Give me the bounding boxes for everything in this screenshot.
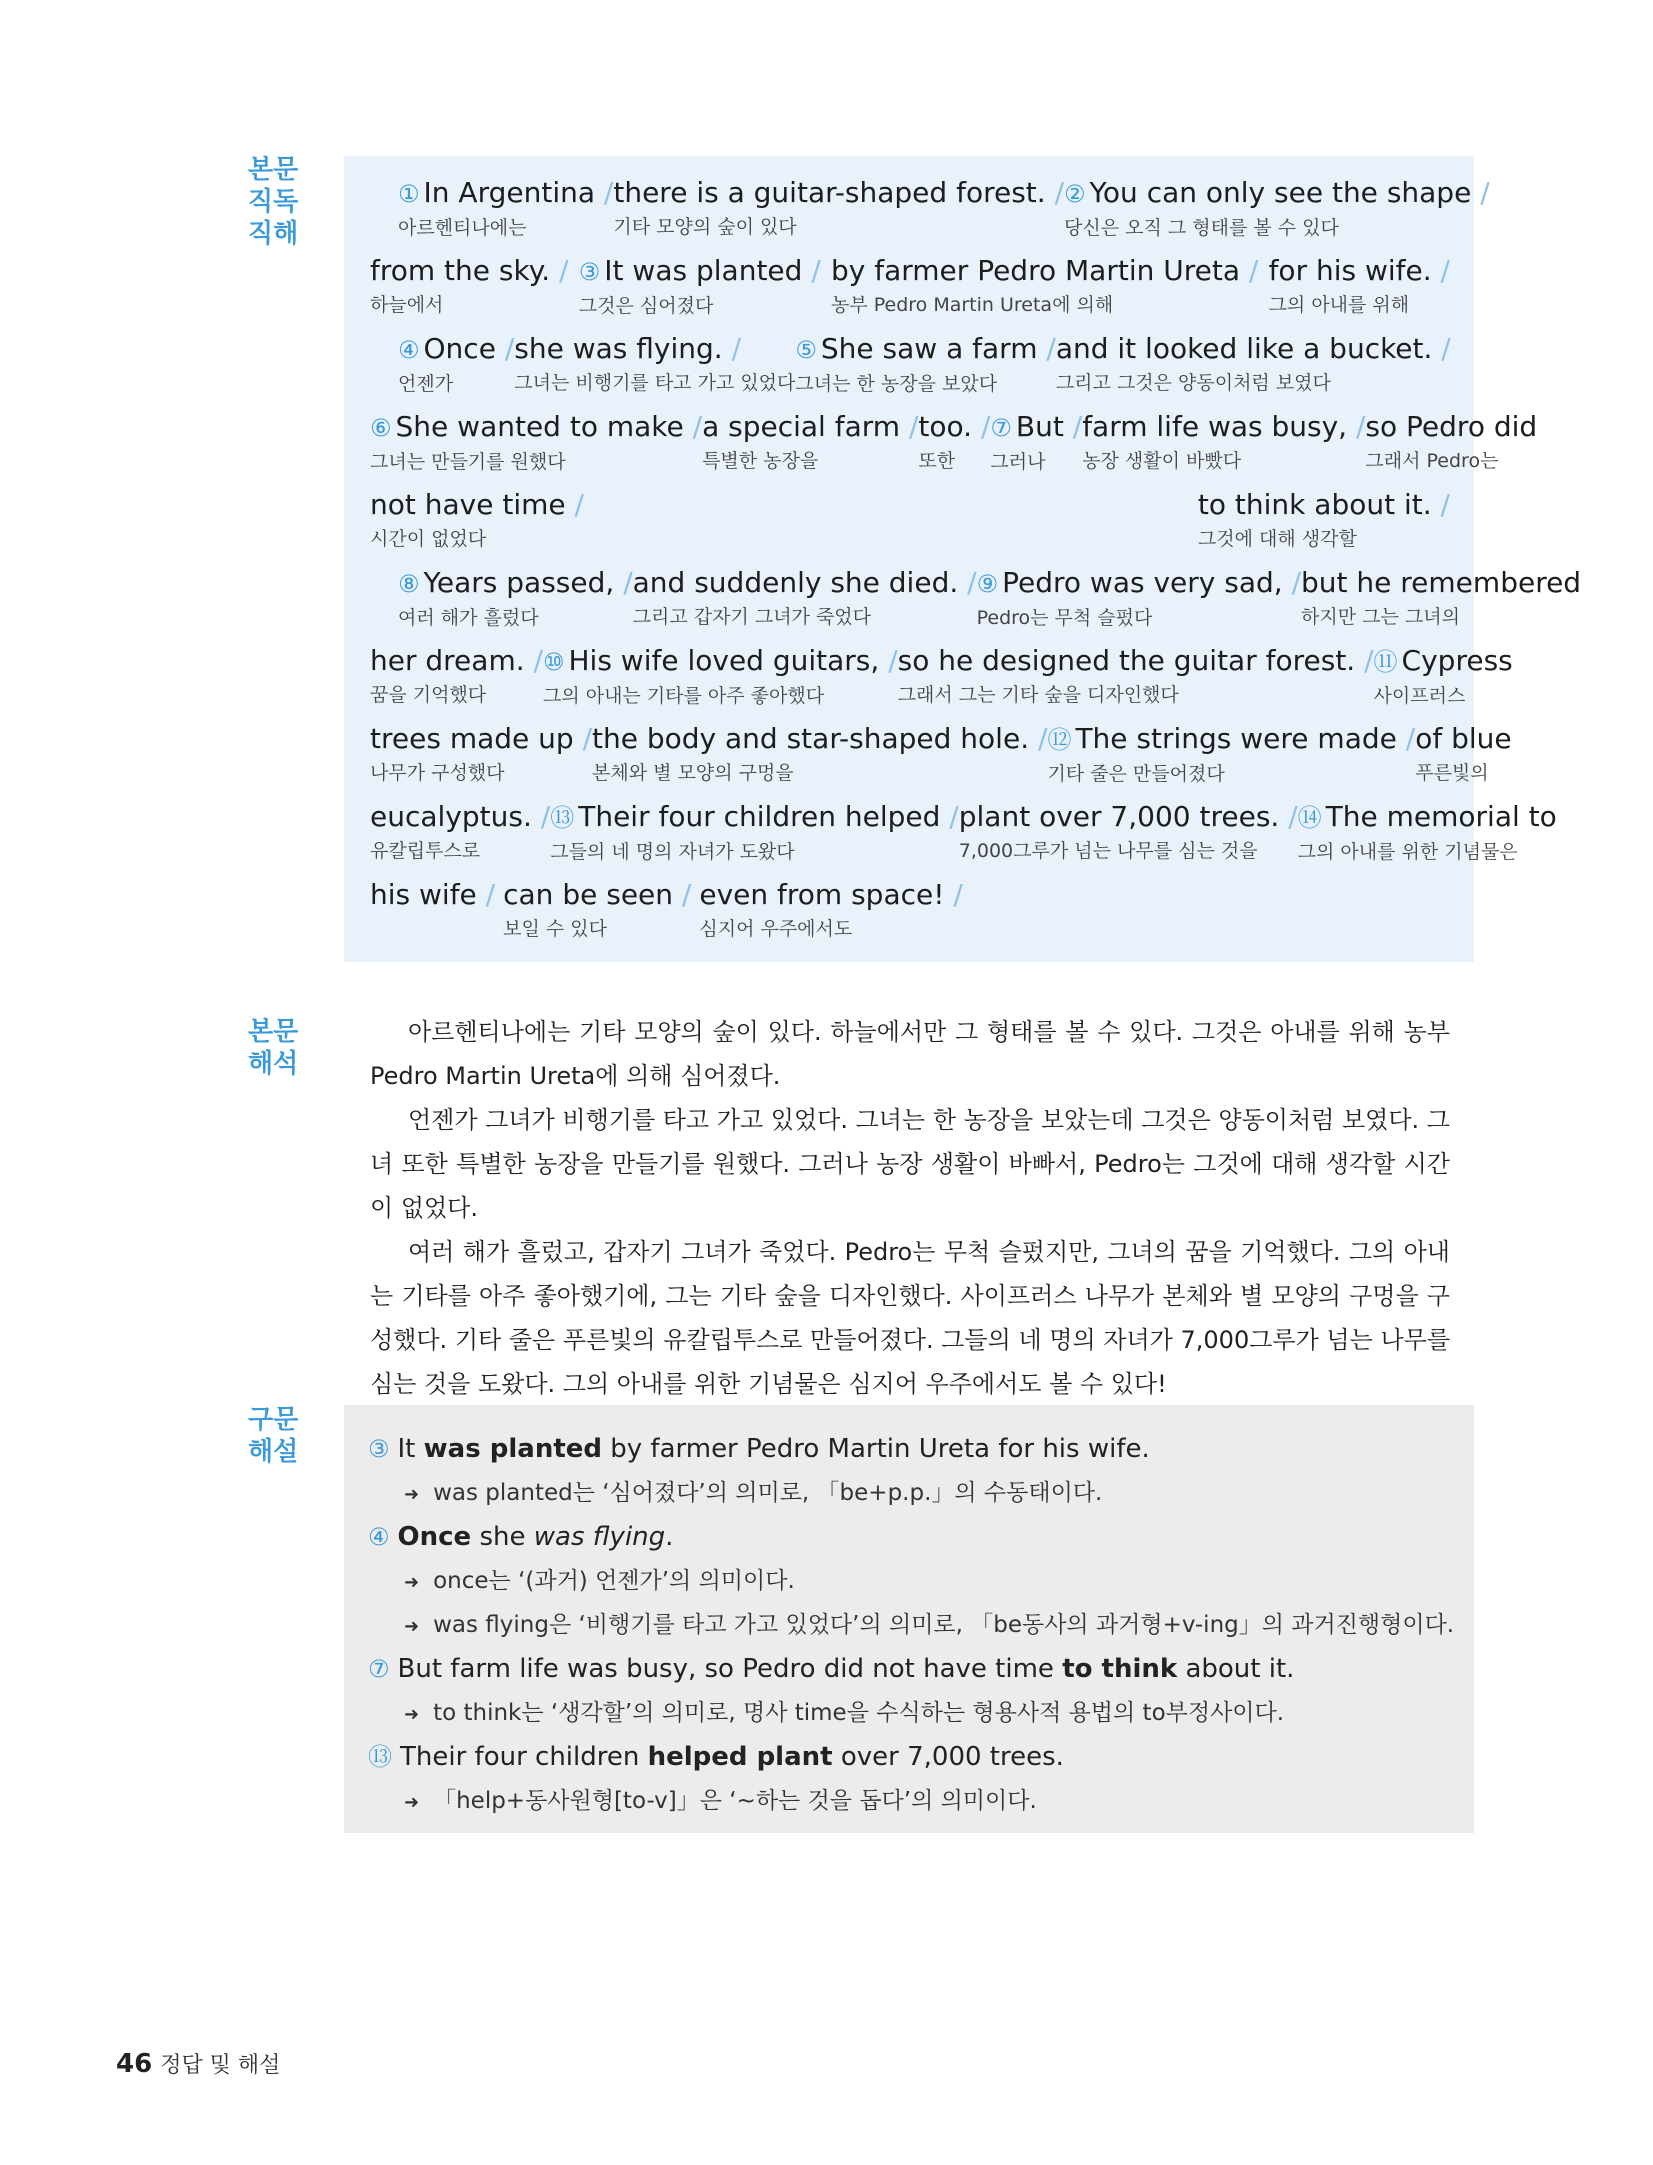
grammar-text: to think [1062,1654,1178,1684]
chunk-divider: / [495,332,515,365]
phrase-english [370,410,702,445]
phrase-chunk [543,644,898,709]
chunk-divider: / [565,488,584,521]
sentence-number: ⑧ [398,570,420,598]
label-reading [248,154,308,250]
phrase-chunk [1064,176,1490,241]
phrase-text: by farmer Pedro Martin Ureta [831,254,1240,287]
translation-paragraph: 언젠가 그녀가 비행기를 타고 가고 있었다. 그녀는 한 농장을 보았는데 그것은 양동이처럼 보였다. 그녀 또한 특별한 농장을 만들기를 원했다. 그러나 농장 생활이 바빠서, Pedro는 그것에 대해 생각할 시간이 없었다. [370,1106,1450,1222]
phrase-chunk [795,332,1055,397]
phrase-english [579,254,821,289]
phrase-chunk [990,410,1082,475]
chunk-divider: / [550,254,569,287]
phrase-english [398,332,514,367]
phrase-chunk [702,410,918,475]
grammar-text: helped plant [647,1742,833,1772]
phrase-chunk [977,566,1301,631]
reading-line [370,254,1450,319]
grammar-text: about it. [1177,1654,1295,1684]
phrase-text: Once [423,332,496,365]
phrase-text: Years passed, [423,566,615,599]
page-footer [116,2048,280,2079]
phrase-korean: 기타 모양의 숲이 있다 [613,216,797,238]
phrase-english [370,254,569,288]
chunk-divider: / [524,644,543,677]
phrase-english [370,488,584,522]
phrase-korean: 하늘에서 [370,294,444,316]
sentence-number: ⑬ [550,804,575,832]
phrase-text: can be seen [503,878,674,911]
phrase-text: so Pedro did [1365,410,1538,443]
phrase-text: too. [918,410,973,443]
phrase-korean: 본체와 별 모양의 구멍을 [592,762,794,784]
phrase-text: a special farm [702,410,901,443]
chunk-divider: / [573,722,593,755]
phrase-text: The strings were made [1075,722,1397,755]
phrase-text: not have time [370,488,566,521]
phrase-text: It was planted [604,254,803,287]
reading-line [370,722,1512,787]
sentence-number: ⑭ [1297,804,1322,832]
sentence-number: ⑤ [795,336,817,364]
phrase-text: the body and star-shaped hole. [592,722,1030,755]
phrase-korean: 꿈을 기억했다 [370,684,487,706]
grammar-sentence [368,1740,1064,1774]
phrase-text: The memorial to [1325,800,1557,833]
sentence-number: ⑨ [976,570,999,598]
phrase-korean: Pedro는 무척 슬펐다 [976,607,1153,629]
chunk-divider: / [940,800,959,833]
grammar-sentence [368,1520,673,1554]
phrase-korean: 유칼립투스로 [370,840,481,862]
grammar-note [404,1608,1454,1644]
phrase-english [1301,566,1581,600]
grammar-note-text: was planted는 ‘심어졌다’의 의미로, 「be+p.p.」의 수동태이다. [433,1480,1103,1506]
translation-paragraph: 여러 해가 흘렀고, 갑자기 그녀가 죽었다. Pedro는 무척 슬펐지만, 그녀의 꿈을 기억했다. 그의 아내는 기타를 아주 좋아했기에, 그는 기타 숲을 디자인했다. 사이프러스 나무가 본체와 별 모양의 구멍을 구성했다. 기타 줄은 푸른빛의 유칼립투스로 만들어졌다. 그들의 네 명의 자녀가 7,000그루가 넘는 나무를 심는 것을 도왔다. 그의 아내를 위한 기념물은 심지어 우주에서도 볼 수 있다! [370,1238,1450,1398]
chunk-divider: / [595,176,614,209]
phrase-text: trees made up [370,722,574,755]
phrase-chunk [1298,800,1557,865]
chunk-divider: / [1279,800,1298,833]
phrase-korean: 아르헨티나에는 [398,217,527,239]
phrase-english [795,332,1055,367]
phrase-chunk [633,566,977,631]
chunk-divider: / [531,800,551,833]
grammar-text: . [665,1522,674,1552]
phrase-text: her dream. [370,644,525,677]
phrase-english [1064,176,1490,211]
reading-line [370,800,1557,865]
sentence-number: ② [1064,180,1086,208]
phrase-text: In Argentina [423,176,596,209]
phrase-chunk [1269,254,1450,319]
label-translation-2: 해석 [248,1049,299,1079]
phrase-english [398,566,633,601]
label-reading-1: 본문 [248,155,299,185]
grammar-sentence [368,1652,1294,1686]
grammar-text: was flying [533,1522,666,1552]
reading-line [398,332,1450,397]
phrase-chunk [1047,722,1415,787]
phrase-english [1298,800,1557,835]
phrase-korean: 심지어 우주에서도 [699,918,853,940]
phrase-english [898,644,1374,678]
arrow-right-icon: ➜ [404,1792,420,1813]
phrase-text: of blue [1415,722,1512,755]
grammar-note-text: 「help+동사원형[to-v]」은 ‘~하는 것을 돕다’의 의미이다. [433,1788,1037,1814]
translation-section [370,1010,1450,1406]
sentence-number: ③ [578,258,601,286]
grammar-note [404,1696,1284,1732]
grammar-sentence [368,1432,1150,1466]
phrase-text: his wife [370,878,477,911]
arrow-right-icon: ➜ [404,1572,420,1593]
phrase-english [1269,254,1450,288]
phrase-chunk [514,332,795,397]
phrase-text: from the sky. [370,254,551,287]
chunk-divider: / [614,566,633,599]
label-translation [248,1016,308,1080]
phrase-chunk [1056,332,1451,397]
phrase-english [370,878,495,912]
phrase-chunk [613,176,1064,241]
label-reading-2: 직독 [248,187,299,217]
phrase-chunk [918,410,990,475]
grammar-note-text: once는 ‘(과거) 언젠가’의 의미이다. [433,1568,795,1594]
reading-line [398,566,1582,631]
phrase-text: Their four children helped [578,800,941,833]
phrase-text: to think about it. [1197,488,1432,521]
phrase-text: and suddenly she died. [632,566,959,599]
phrase-text: but he remembered [1301,566,1582,599]
phrase-chunk [370,488,584,552]
arrow-right-icon: ➜ [404,1484,420,1505]
phrase-chunk [699,878,962,942]
phrase-text: She saw a farm [820,332,1038,365]
phrase-english [702,410,918,444]
reading-line [398,176,1490,241]
sentence-number: ④ [368,1523,390,1551]
phrase-korean: 농부 Pedro Martin Ureta에 의해 [831,294,1114,316]
grammar-note-text: was flying은 ‘비행기를 타고 가고 있었다’의 의미로, 「be동사의 과거형+v-ing」의 과거진행형이다. [433,1612,1455,1638]
phrase-korean: 사이프러스 [1373,685,1466,707]
phrase-text: But [1015,410,1064,443]
sentence-number: ⑦ [990,414,1012,442]
phrase-korean: 그래서 Pedro는 [1365,450,1499,472]
phrase-english [699,878,962,912]
phrase-english [1082,410,1365,444]
phrase-korean: 그녀는 만들기를 원했다 [370,451,566,473]
phrase-korean: 그의 아내를 위한 기념물은 [1297,841,1518,863]
phrase-korean: 푸른빛의 [1415,762,1489,784]
phrase-text: farm life was busy, [1082,410,1348,443]
footer-text: 정답 및 해설 [160,2053,281,2078]
phrase-korean: 기타 줄은 만들어졌다 [1047,763,1225,785]
phrase-chunk [579,254,821,319]
chunk-divider: / [1471,176,1490,209]
chunk-divider: / [900,410,919,443]
grammar-note [404,1784,1037,1820]
sentence-number: ④ [398,336,420,364]
chunk-divider: / [1355,644,1374,677]
sentence-number: ⑦ [368,1655,390,1683]
phrase-korean: 여러 해가 흘렀다 [398,607,539,629]
phrase-korean: 그의 아내를 위해 [1268,294,1410,316]
chunk-divider: / [1396,722,1416,755]
phrase-english [370,800,550,834]
phrase-english [550,800,959,835]
label-reading-3: 직해 [248,219,299,249]
phrase-chunk [398,332,514,397]
phrase-korean: 그리고 그것은 양동이처럼 보였다 [1055,372,1331,394]
chunk-divider: / [1431,254,1450,287]
phrase-english [831,254,1258,288]
phrase-text: she was flying. [514,332,723,365]
chunk-divider: / [722,332,742,365]
page-number: 46 [116,2049,153,2079]
phrase-chunk [503,878,691,942]
grammar-text: by farmer Pedro Martin Ureta for his wife. [602,1434,1150,1464]
phrase-text: for his wife. [1268,254,1432,287]
chunk-divider: / [1432,332,1451,365]
phrase-english [918,410,990,444]
phrase-english [370,644,543,678]
phrase-english [1365,410,1537,444]
grammar-note [404,1476,1102,1512]
grammar-note-text: to think는 ‘생각할’의 의미로, 명사 time을 수식하는 형용사적 용법의 to부정사이다. [433,1700,1285,1726]
phrase-chunk [1415,722,1511,787]
sentence-number: ⑥ [370,414,392,442]
phrase-korean: 그의 아내는 기타를 아주 좋아했다 [542,685,825,707]
chunk-divider: / [1037,332,1056,365]
phrase-korean: 그것에 대해 생각할 [1197,528,1357,550]
phrase-chunk [398,176,613,241]
translation-paragraph: 아르헨티나에는 기타 모양의 숲이 있다. 하늘에서만 그 형태를 볼 수 있다. 그것은 아내를 위해 농부 Pedro Martin Ureta에 의해 심어졌다. [370,1018,1450,1090]
label-translation-1: 본문 [248,1017,299,1047]
phrase-chunk [370,878,495,942]
phrase-text: so he designed the guitar forest. [897,644,1356,677]
reading-line [370,644,1513,709]
sentence-number: ⑩ [542,648,565,676]
chunk-divider: / [879,644,898,677]
phrase-text: She wanted to make [395,410,684,443]
phrase-korean: 그것은 심어졌다 [578,295,714,317]
phrase-text: eucalyptus. [370,800,532,833]
chunk-divider: / [944,878,963,911]
sentence-number: ⑪ [1373,648,1398,676]
phrase-chunk [959,800,1298,865]
reading-line [370,488,1450,552]
chunk-divider: / [1045,176,1065,209]
phrase-english [514,332,741,366]
phrase-korean: 언젠가 [398,373,454,395]
phrase-english [977,566,1301,601]
phrase-text: even from space! [699,878,945,911]
phrase-chunk [1374,644,1513,709]
phrase-english [503,878,691,912]
phrase-korean: 당신은 오직 그 형태를 볼 수 있다 [1064,217,1339,239]
phrase-chunk [398,566,633,631]
chunk-divider: / [673,878,692,911]
phrase-english [370,722,592,756]
phrase-korean: 7,000그루가 넘는 나무를 심는 것을 [958,840,1258,862]
phrase-chunk [370,800,550,865]
phrase-korean: 나무가 구성했다 [370,762,505,784]
grammar-note [404,1564,795,1600]
grammar-text: Once [397,1522,472,1552]
phrase-text: You can only see the shape [1089,176,1472,209]
phrase-english [1198,488,1450,522]
sentence-number: ⑫ [1047,726,1072,754]
phrase-text: Cypress [1401,644,1513,677]
phrase-korean: 그들의 네 명의 자녀가 도왔다 [550,841,795,863]
grammar-text: over 7,000 trees. [832,1742,1064,1772]
sentence-number: ① [398,180,420,208]
phrase-chunk [370,410,702,475]
chunk-divider: / [476,878,496,911]
grammar-text: It [397,1434,424,1464]
sentence-number: ⑬ [368,1743,392,1771]
phrase-english [959,800,1298,834]
phrase-english [1374,644,1513,679]
reading-line [370,878,1450,942]
chunk-divider: / [1029,722,1048,755]
phrase-english [990,410,1082,445]
label-grammar-1: 구문 [248,1405,299,1435]
phrase-chunk [1082,410,1365,475]
phrase-english [613,176,1064,210]
phrase-text: plant over 7,000 trees. [958,800,1280,833]
phrase-korean: 그러나 [990,451,1046,473]
chunk-divider: / [1431,488,1450,521]
grammar-text: she [471,1522,534,1552]
phrase-english [592,722,1047,756]
phrase-chunk [1365,410,1537,475]
sentence-number: ③ [368,1435,390,1463]
phrase-text: His wife loved guitars, [568,644,880,677]
phrase-korean: 특별한 농장을 [702,450,819,472]
phrase-chunk [550,800,959,865]
phrase-chunk [370,644,543,709]
grammar-text: was planted [423,1434,602,1464]
chunk-divider: / [972,410,991,443]
phrase-text: there is a guitar-shaped forest. [613,176,1046,209]
phrase-korean: 그녀는 한 농장을 보았다 [795,373,998,395]
phrase-chunk [1198,488,1450,552]
chunk-divider: / [1063,410,1083,443]
phrase-chunk [370,722,592,787]
phrase-chunk [831,254,1258,319]
label-grammar [248,1404,308,1468]
phrase-english [398,176,613,211]
phrase-korean: 하지만 그는 그녀의 [1301,606,1460,628]
label-grammar-2: 해설 [248,1437,299,1467]
phrase-english [1047,722,1415,757]
phrase-text: and it looked like a bucket. [1055,332,1433,365]
arrow-right-icon: ➜ [404,1616,420,1637]
phrase-chunk [1301,566,1581,631]
phrase-korean: 시간이 없었다 [370,528,487,550]
grammar-text: Their four children [400,1742,648,1772]
phrase-chunk [898,644,1374,709]
phrase-korean: 농장 생활이 바빴다 [1082,450,1242,472]
phrase-chunk [370,254,569,319]
phrase-chunk [592,722,1047,787]
phrase-korean: 그리고 갑자기 그녀가 죽었다 [632,606,872,628]
reading-line [370,410,1538,475]
phrase-english [543,644,898,679]
chunk-divider: / [802,254,821,287]
grammar-text: But farm life was busy, so Pedro did not have time [397,1654,1063,1684]
phrase-english [1415,722,1511,756]
chunk-divider: / [683,410,703,443]
phrase-text: Pedro was very sad, [1002,566,1283,599]
phrase-korean: 보일 수 있다 [503,918,607,940]
chunk-divider: / [1282,566,1302,599]
chunk-divider: / [1240,254,1259,287]
phrase-korean: 그래서 그는 기타 숲을 디자인했다 [897,684,1179,706]
arrow-right-icon: ➜ [404,1704,420,1725]
phrase-english [1056,332,1451,366]
chunk-divider: / [958,566,977,599]
chunk-divider: / [1347,410,1366,443]
phrase-korean: 그녀는 비행기를 타고 가고 있었다 [514,372,796,394]
phrase-english [633,566,977,600]
phrase-korean: 또한 [918,450,956,472]
